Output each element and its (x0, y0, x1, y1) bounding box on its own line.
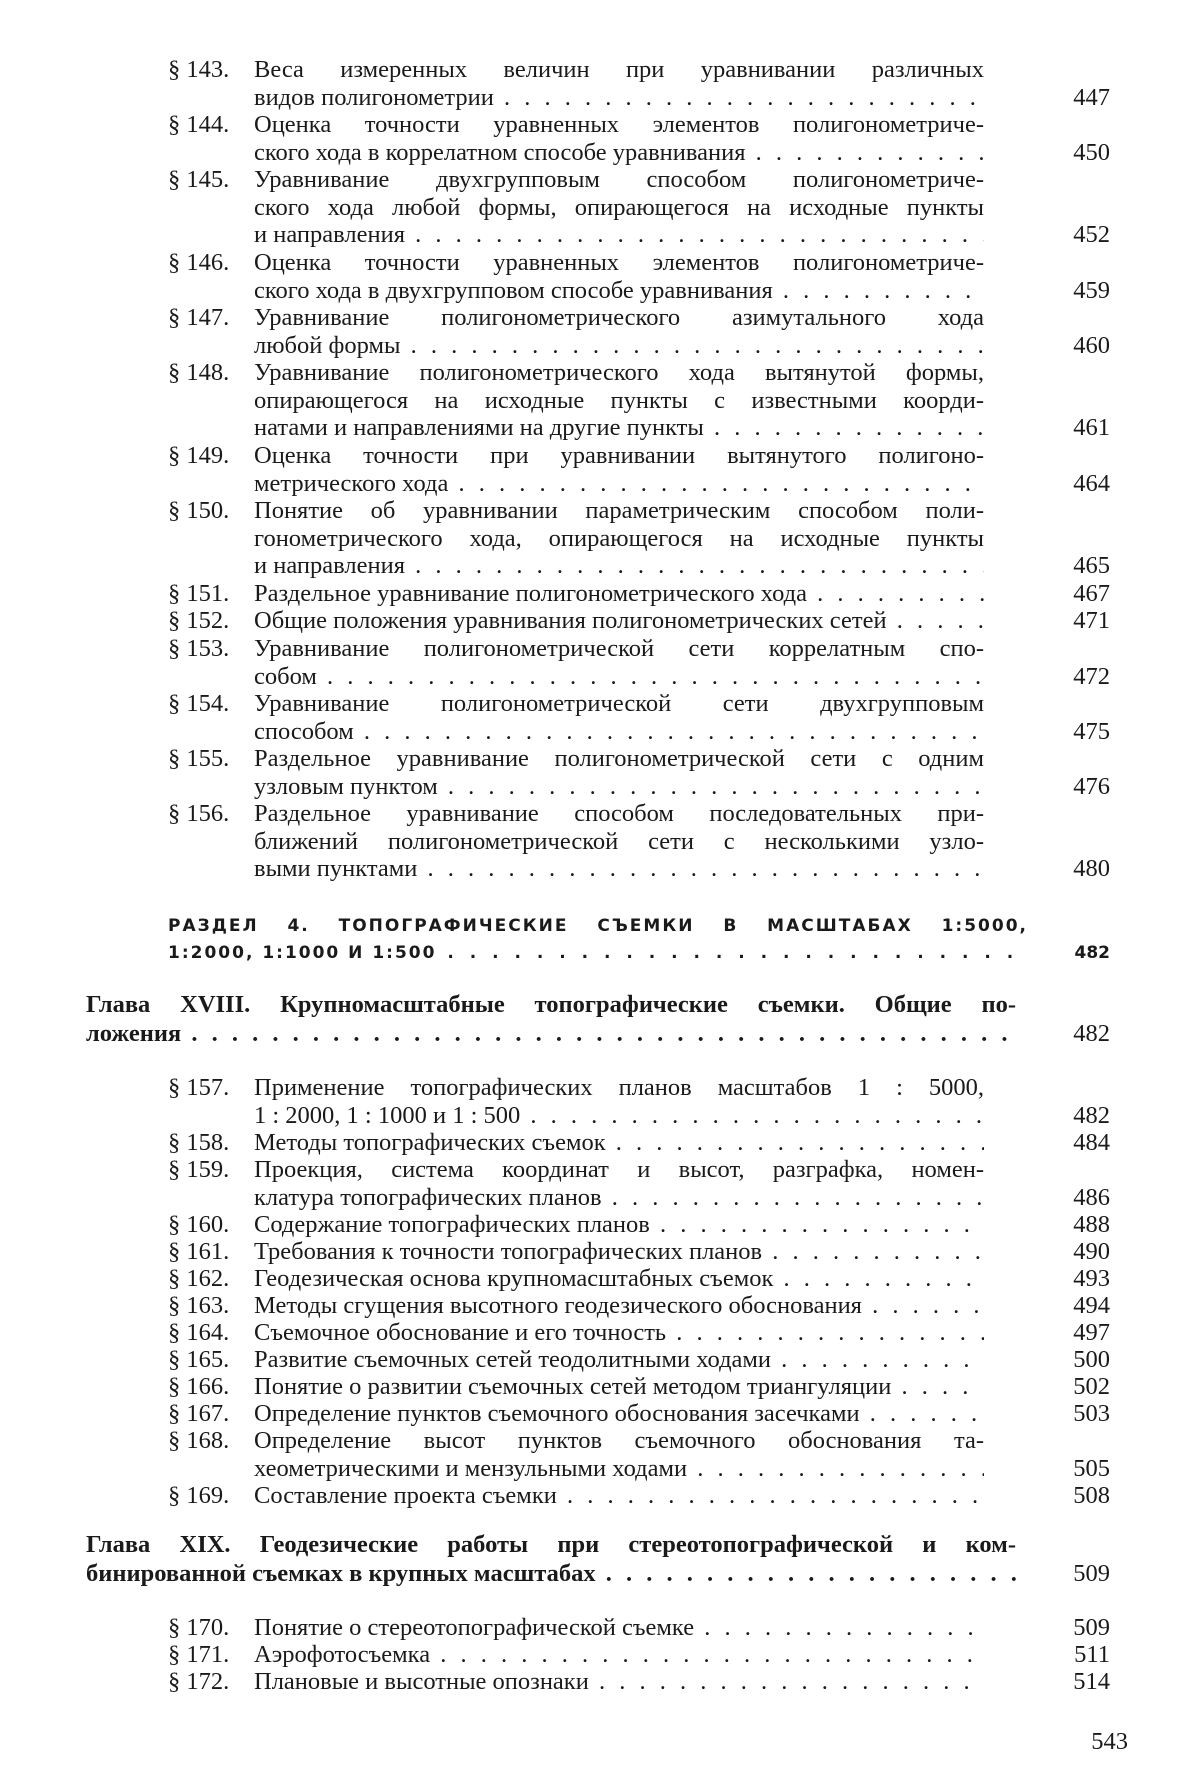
section-number: § 167. (168, 1400, 230, 1427)
section-title-line: выми пунктами . . . (254, 855, 984, 883)
section-number: § 164. (168, 1319, 230, 1346)
section-title-line: Оценка точности уравненных элементов полигонометриче- (254, 111, 984, 138)
part4-title-line: РАЗДЕЛ 4. ТОПОГРАФИЧЕСКИЕ СЪЕМКИ В МАСШТАБАХ 1:5000, (168, 916, 1028, 936)
section-title (254, 166, 984, 249)
section-number: § 169. (168, 1482, 230, 1509)
section-title (254, 1211, 984, 1239)
section-number: § 145. (168, 166, 230, 193)
chapter19-title-line: Глава XIX. Геодезические работы при стереотопографической и ком- (86, 1531, 1016, 1558)
section-title-line: ского хода в двухгрупповом способе уравнивания . . . (254, 277, 984, 305)
entry-page-number: 460 (1073, 331, 1110, 359)
section-title (254, 1641, 984, 1669)
section-title (254, 1373, 984, 1401)
section-title (254, 1400, 984, 1428)
section-title-line: Проекция, система координат и высот, разграфка, номен- (254, 1156, 984, 1183)
section-title (254, 249, 984, 304)
section-title-line: гонометрического хода, опирающегося на исходные пункты (254, 524, 984, 552)
entry-page-number: 503 (1073, 1400, 1110, 1427)
section-title-line: опирающегося на исходные пункты с известными коорди- (254, 386, 984, 414)
section-title-line: Уравнивание полигонометрической сети коррелатным спо- (254, 635, 984, 662)
section-title-line: способом . . . (254, 718, 984, 746)
section-number: § 172. (168, 1668, 230, 1695)
section-number: § 151. (168, 580, 230, 607)
section-number: § 148. (168, 359, 230, 386)
section-title-line: Содержание топографических планов . . . (254, 1211, 984, 1239)
entry-page-number: 488 (1073, 1211, 1110, 1238)
section-title (254, 442, 984, 497)
section-title-line: и направления . . . (254, 552, 984, 580)
section-title (254, 1265, 984, 1293)
section-title-line: Плановые и высотные опознаки . . . (254, 1668, 984, 1696)
section-title-line: 1 : 2000, 1 : 1000 и 1 : 500 . . . (254, 1102, 984, 1130)
section-number: § 154. (168, 690, 230, 717)
entry-page-number: 464 (1073, 469, 1110, 497)
section-title-line: натами и направлениями на другие пункты . . . (254, 414, 984, 442)
section-number: § 168. (168, 1427, 230, 1454)
section-title-line: Раздельное уравнивание полигонометрического хода . . . (254, 580, 984, 608)
section-title-line: Оценка точности уравненных элементов полигонометриче- (254, 249, 984, 276)
section-title (254, 635, 984, 690)
entry-page-number: 508 (1073, 1482, 1110, 1509)
section-title-line: Понятие об уравнивании параметрическим способом поли- (254, 497, 984, 524)
section-number: § 159. (168, 1156, 230, 1183)
entry-page-number: 511 (1074, 1641, 1110, 1668)
entry-page-number: 486 (1073, 1183, 1110, 1211)
section-title (254, 1129, 984, 1157)
section-title-line: ближений полигонометрической сети с несколькими узло- (254, 827, 984, 855)
section-title-line: Методы топографических съемок . . . (254, 1129, 984, 1157)
heading-page-number: 482 (1073, 1020, 1110, 1047)
section-title (254, 1292, 984, 1320)
chapter18-title (86, 990, 1016, 1048)
section-title-line: клатура топографических планов . . . (254, 1184, 984, 1212)
section-title (254, 1482, 984, 1510)
section-number: § 155. (168, 745, 230, 772)
section-number: § 171. (168, 1641, 230, 1668)
section-number: § 160. (168, 1211, 230, 1238)
section-title-line: ского хода любой формы, опирающегося на исходные пункты (254, 193, 984, 221)
section-title (254, 497, 984, 580)
section-title-line: собом . . . (254, 663, 984, 691)
entry-page-number: 505 (1073, 1454, 1110, 1482)
entry-page-number: 490 (1073, 1238, 1110, 1265)
section-title-line: Уравнивание двухгрупповым способом полигонометриче- (254, 166, 984, 193)
page-number: 543 (1091, 1728, 1128, 1755)
section-title-line: ского хода в коррелатном способе уравнивания . . . (254, 139, 984, 167)
section-title-line: видов полигонометрии . . . (254, 84, 984, 112)
entry-page-number: 465 (1073, 552, 1110, 579)
section-title-line: Применение топографических планов масштабов 1 : 5000, (254, 1074, 984, 1101)
section-title-line: Понятие о развитии съемочных сетей методом триангуляции . . . (254, 1373, 984, 1401)
section-number: § 144. (168, 111, 230, 138)
entry-page-number: 459 (1073, 276, 1110, 304)
entry-page-number: 471 (1073, 607, 1110, 634)
heading-page-number: 509 (1073, 1560, 1110, 1587)
section-title-line: и направления . . . (254, 221, 984, 249)
section-title-line: Определение высот пунктов съемочного обоснования та- (254, 1427, 984, 1454)
section-title (254, 745, 984, 800)
section-number: § 150. (168, 497, 230, 524)
section-title-line: Оценка точности при уравнивании вытянутого полигоно- (254, 442, 984, 469)
section-number: § 161. (168, 1238, 230, 1265)
section-title (254, 1614, 984, 1642)
section-title (254, 1427, 984, 1482)
section-title (254, 1319, 984, 1347)
section-number: § 158. (168, 1129, 230, 1156)
section-title-line: Веса измеренных величин при уравнивании различных (254, 56, 984, 83)
section-number: § 146. (168, 249, 230, 276)
heading-page-number: 482 (1074, 943, 1110, 963)
section-title (254, 607, 984, 635)
section-number: § 166. (168, 1373, 230, 1400)
section-title (254, 580, 984, 608)
entry-page-number: 452 (1073, 221, 1110, 248)
entry-page-number: 484 (1073, 1129, 1110, 1156)
section-title-line: Методы сгущения высотного геодезического обоснования . . . (254, 1292, 984, 1320)
section-title (254, 111, 984, 166)
entry-page-number: 447 (1073, 83, 1110, 111)
section-title-line: Составление проекта съемки . . . (254, 1482, 984, 1510)
section-number: § 152. (168, 607, 230, 634)
entry-page-number: 494 (1073, 1292, 1110, 1319)
chapter19-title-line: бинированной съемках в крупных масштабах . . . (86, 1559, 1016, 1588)
section-number: § 149. (168, 442, 230, 469)
entry-page-number: 493 (1073, 1265, 1110, 1292)
section-title-line: Уравнивание полигонометрического хода вытянутой формы, (254, 359, 984, 386)
section-title-line: Геодезическая основа крупномасштабных съемок . . . (254, 1265, 984, 1293)
entry-page-number: 467 (1073, 580, 1110, 607)
section-number: § 157. (168, 1074, 230, 1101)
entry-page-number: 472 (1073, 662, 1110, 690)
section-number: § 156. (168, 800, 230, 827)
entry-page-number: 514 (1073, 1668, 1110, 1695)
entry-page-number: 450 (1073, 138, 1110, 166)
entry-page-number: 509 (1073, 1614, 1110, 1641)
section-title (254, 56, 984, 111)
entry-page-number: 475 (1073, 717, 1110, 745)
section-title-line: Уравнивание полигонометрической сети двухгрупповым (254, 690, 984, 717)
section-title-line: метрического хода . . . (254, 470, 984, 498)
chapter18-title-line: ложения . . . (86, 1019, 1016, 1048)
entry-page-number: 500 (1073, 1346, 1110, 1373)
section-title-line: Развитие съемочных сетей теодолитными ходами . . . (254, 1346, 984, 1374)
section-number: § 165. (168, 1346, 230, 1373)
entry-page-number: 502 (1073, 1373, 1110, 1400)
section-number: § 147. (168, 304, 230, 331)
section-title-line: Определение пунктов съемочного обоснования засечками . . . (254, 1400, 984, 1428)
section-title-line: Съемочное обоснование и его точность . . . (254, 1319, 984, 1347)
section-title (254, 1156, 984, 1211)
entry-page-number: 461 (1073, 414, 1110, 441)
part4-title (168, 913, 1028, 967)
section-title-line: Уравнивание полигонометрического азимутального хода (254, 304, 984, 331)
section-title (254, 359, 984, 442)
section-title (254, 1238, 984, 1266)
section-title-line: Общие положения уравнивания полигонометрических сетей . . . (254, 607, 984, 635)
section-title-line: хеометрическими и мензульными ходами . . . (254, 1455, 984, 1483)
section-title-line: Раздельное уравнивание полигонометрической сети с одним (254, 745, 984, 772)
section-number: § 162. (168, 1265, 230, 1292)
section-number: § 170. (168, 1614, 230, 1641)
section-title (254, 1668, 984, 1696)
section-title-line: любой формы . . . (254, 332, 984, 360)
entry-page-number: 482 (1073, 1101, 1110, 1129)
section-number: § 153. (168, 635, 230, 662)
chapter18-title-line: Глава XVIII. Крупномасштабные топографические съемки. Общие по- (86, 991, 1016, 1018)
chapter19-title (86, 1530, 1016, 1588)
section-title (254, 1074, 984, 1129)
section-title (254, 690, 984, 745)
section-title (254, 304, 984, 359)
entry-page-number: 497 (1073, 1319, 1110, 1346)
section-number: § 163. (168, 1292, 230, 1319)
section-title-line: Требования к точности топографических планов . . . (254, 1238, 984, 1266)
section-title (254, 1346, 984, 1374)
part4-title-line: 1:2000, 1:1000 И 1:500 . . . (168, 940, 1028, 967)
section-number: § 143. (168, 56, 230, 83)
section-title-line: Аэрофотосъемка . . . (254, 1641, 984, 1669)
section-title-line: Понятие о стереотопографической съемке . . . (254, 1614, 984, 1642)
section-title (254, 800, 984, 883)
section-title-line: Раздельное уравнивание способом последовательных при- (254, 800, 984, 827)
entry-page-number: 476 (1073, 772, 1110, 800)
section-title-line: узловым пунктом . . . (254, 773, 984, 801)
entry-page-number: 480 (1073, 855, 1110, 882)
